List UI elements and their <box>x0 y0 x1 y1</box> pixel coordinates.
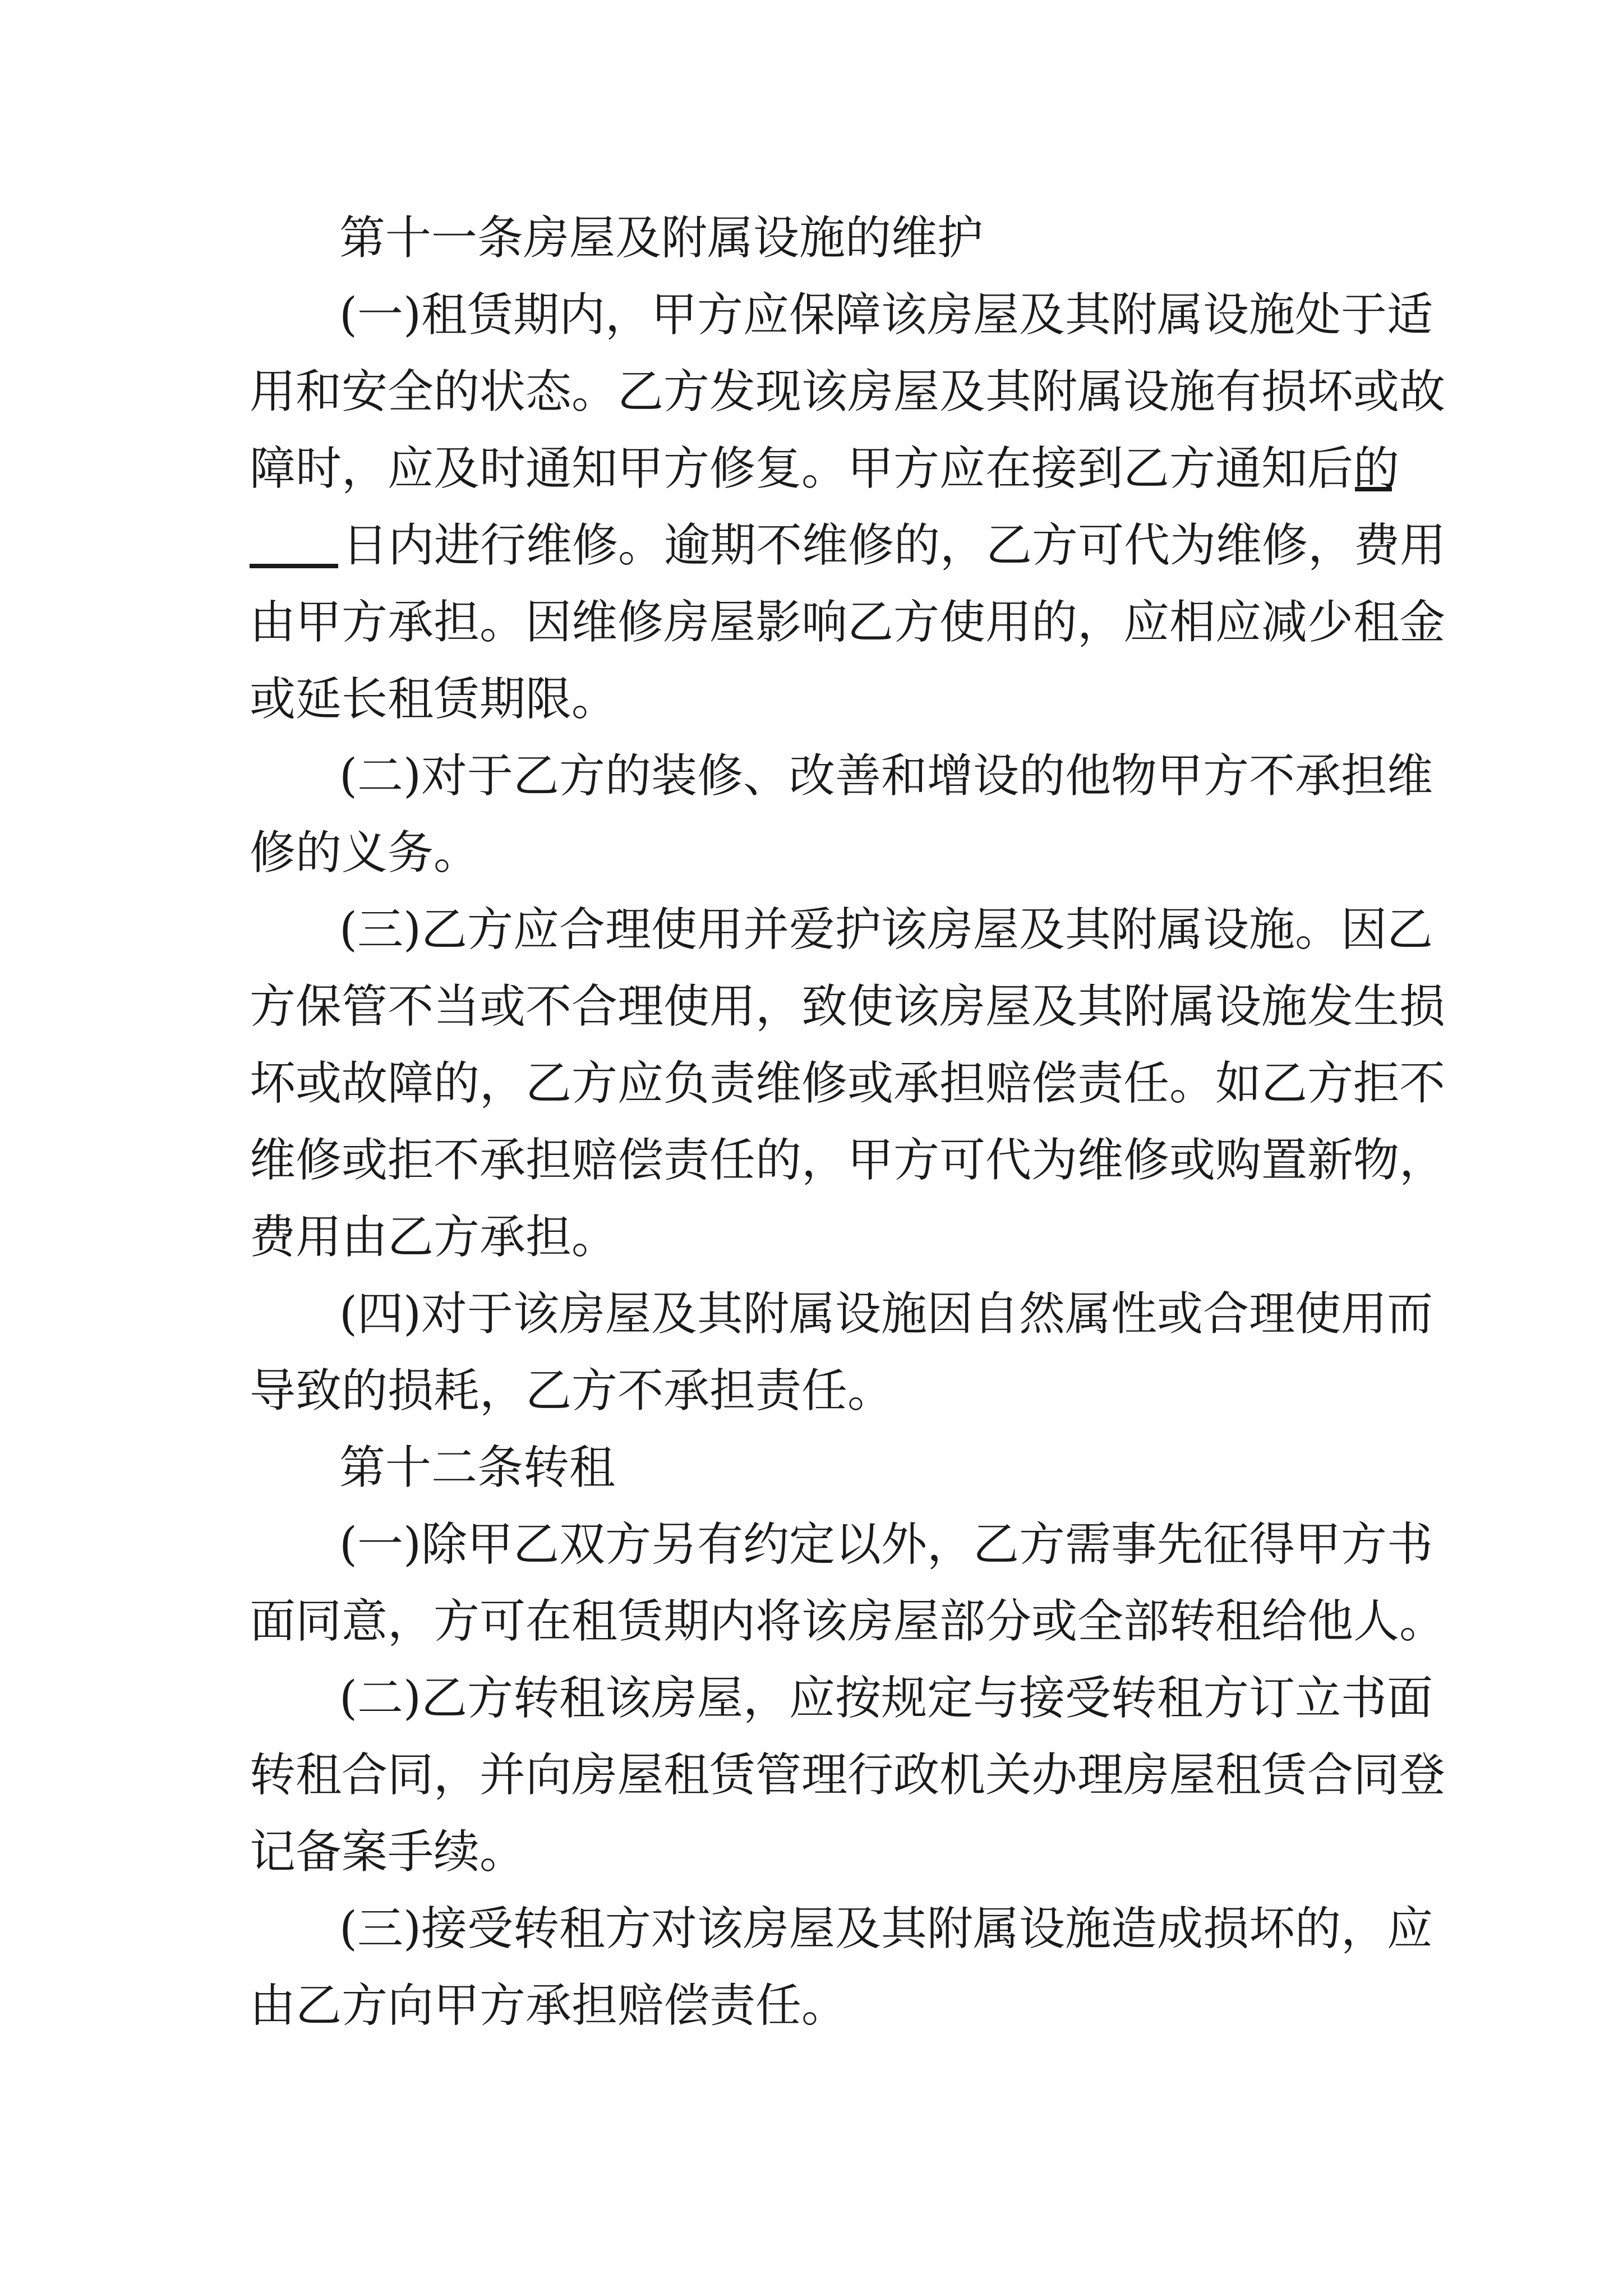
article-11-clause-1-line-4: 日内进行维修。逾期不维修的，乙方可代为维修，费用 <box>342 519 1446 572</box>
article-11-clause-3-line-4: 维修或拒不承担赔偿责任的，甲方可代为维修或购置新物， <box>250 1134 1446 1187</box>
article-11-clause-4-line-1: (四)对于该房屋及其附属设施因自然属性或合理使用而 <box>339 1287 1433 1341</box>
article-11-clause-1-line-5: 由甲方承担。因维修房屋影响乙方使用的，应相应减少租金 <box>250 596 1446 649</box>
article-11-clause-3-line-5: 费用由乙方承担。 <box>250 1211 618 1264</box>
article-12-clause-2-line-3: 记备案手续。 <box>250 1825 526 1879</box>
article-11-clause-3-line-2: 方保管不当或不合理使用，致使该房屋及其附属设施发生损 <box>250 980 1446 1033</box>
days-blank-underline-part-2 <box>250 564 338 568</box>
article-11-clause-3-line-3: 坏或故障的，乙方应负责维修或承担赔偿责任。如乙方拒不 <box>250 1057 1446 1110</box>
article-12-clause-3-line-2: 由乙方向甲方承担赔偿责任。 <box>250 1979 848 2032</box>
article-12-title: 第十二条转租 <box>339 1441 616 1494</box>
article-12-clause-3-line-1: (三)接受转租方对该房屋及其附属设施造成损坏的，应 <box>339 1902 1433 1955</box>
article-12-clause-1-line-1: (一)除甲乙双方另有约定以外，乙方需事先征得甲方书 <box>339 1518 1433 1571</box>
article-12-clause-2-line-1: (二)乙方转租该房屋，应按规定与接受转租方订立书面 <box>339 1672 1433 1725</box>
days-blank-underline-part-1 <box>1355 487 1392 491</box>
article-12-clause-2-line-2: 转租合同，并向房屋租赁管理行政机关办理房屋租赁合同登 <box>250 1749 1446 1802</box>
article-11-clause-1-line-3: 障时，应及时通知甲方修复。甲方应在接到乙方通知后的 <box>250 442 1400 495</box>
article-11-clause-4-line-2: 导致的损耗，乙方不承担责任。 <box>250 1364 894 1418</box>
article-11-clause-1-line-1: (一)租赁期内，甲方应保障该房屋及其附属设施处于适 <box>339 288 1433 342</box>
article-12-clause-1-line-2: 面同意，方可在租赁期内将该房屋部分或全部转租给他人。 <box>250 1595 1446 1648</box>
article-11-title: 第十一条房屋及附属设施的维护 <box>339 211 984 265</box>
article-11-clause-2-line-2: 修的义务。 <box>250 826 480 880</box>
article-11-clause-3-line-1: (三)乙方应合理使用并爱护该房屋及其附属设施。因乙 <box>339 903 1433 956</box>
article-11-clause-2-line-1: (二)对于乙方的装修、改善和增设的他物甲方不承担维 <box>339 749 1433 803</box>
article-11-clause-1-line-2: 用和安全的状态。乙方发现该房屋及其附属设施有损坏或故 <box>250 365 1446 418</box>
article-11-clause-1-line-6: 或延长租赁期限。 <box>250 673 618 726</box>
